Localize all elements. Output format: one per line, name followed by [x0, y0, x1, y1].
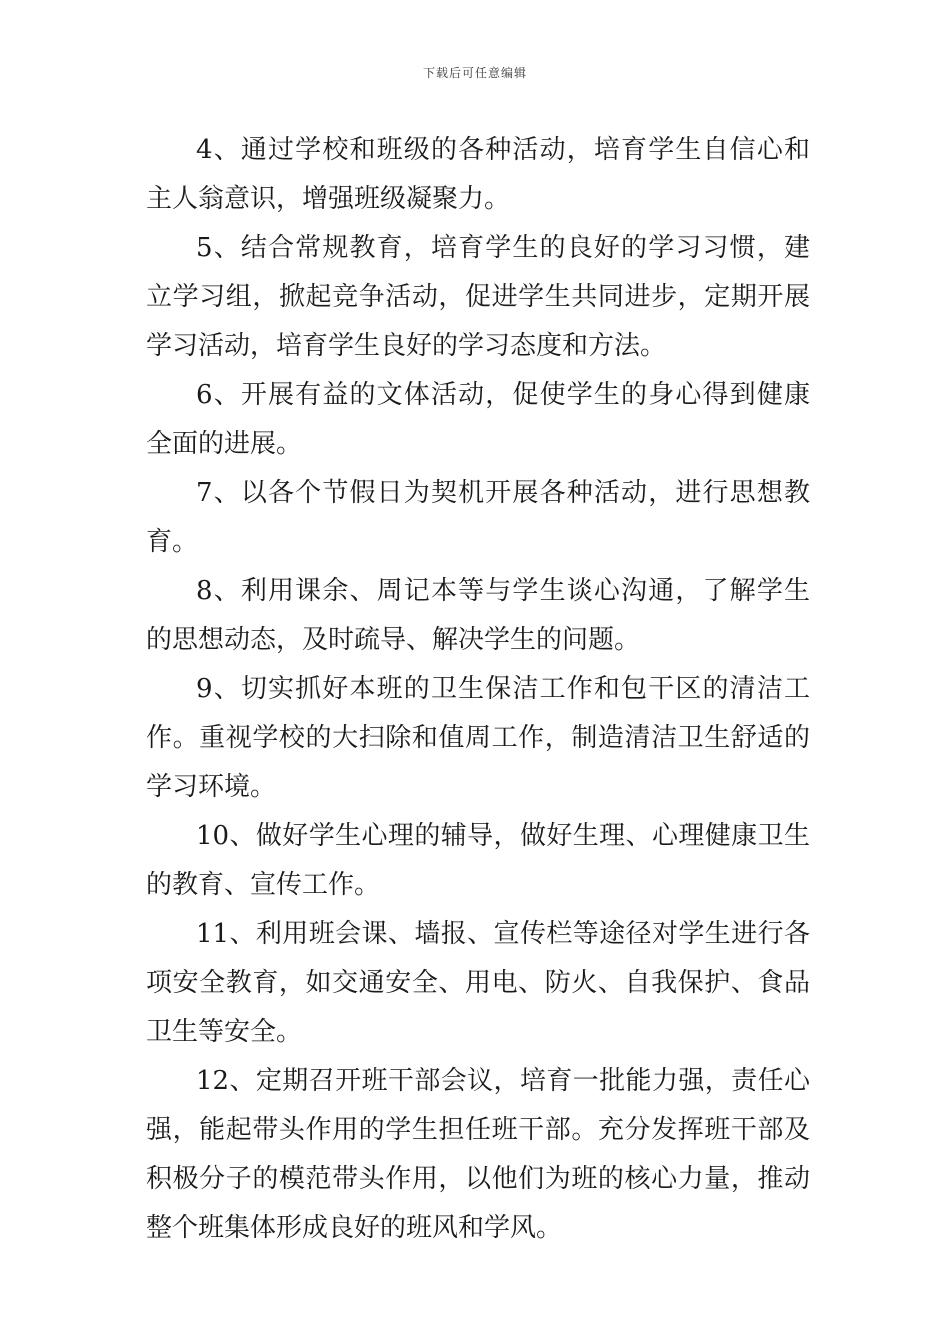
paragraph-item-10: 10、做好学生心理的辅导，做好生理、心理健康卫生的教育、宣传工作。	[146, 821, 810, 900]
page-header: 下载后可任意编辑	[422, 66, 527, 80]
paragraph-item-8: 8、利用课余、周记本等与学生谈心沟通，了解学生的思想动态，及时疏导、解决学生的问题。	[146, 576, 810, 655]
paragraph-item-7: 7、以各个节假日为契机开展各种活动，进行思想教育。	[146, 478, 810, 557]
paragraph-item-4: 4、通过学校和班级的各种活动，培育学生自信心和主人翁意识，增强班级凝聚力。	[146, 135, 810, 214]
paragraph-item-6: 6、开展有益的文体活动，促使学生的身心得到健康全面的进展。	[146, 380, 810, 459]
paragraph-item-11: 11、利用班会课、墙报、宣传栏等途径对学生进行各项安全教育，如交通安全、用电、防火、自我保护、食品卫生等安全。	[146, 919, 810, 1047]
paragraph-item-12: 12、定期召开班干部会议，培育一批能力强，责任心强，能起带头作用的学生担任班干部。充分发挥班干部及积极分子的模范带头作用，以他们为班的核心力量，推动整个班集体形成良好的班风和学风。	[146, 1066, 810, 1243]
document-body	[146, 126, 810, 1253]
paragraph-item-9: 9、切实抓好本班的卫生保洁工作和包干区的清洁工作。重视学校的大扫除和值周工作，制造清洁卫生舒适的学习环境。	[146, 674, 810, 802]
paragraph-item-5: 5、结合常规教育，培育学生的良好的学习习惯，建立学习组，掀起竞争活动，促进学生共同进步，定期开展学习活动，培育学生良好的学习态度和方法。	[146, 233, 810, 361]
